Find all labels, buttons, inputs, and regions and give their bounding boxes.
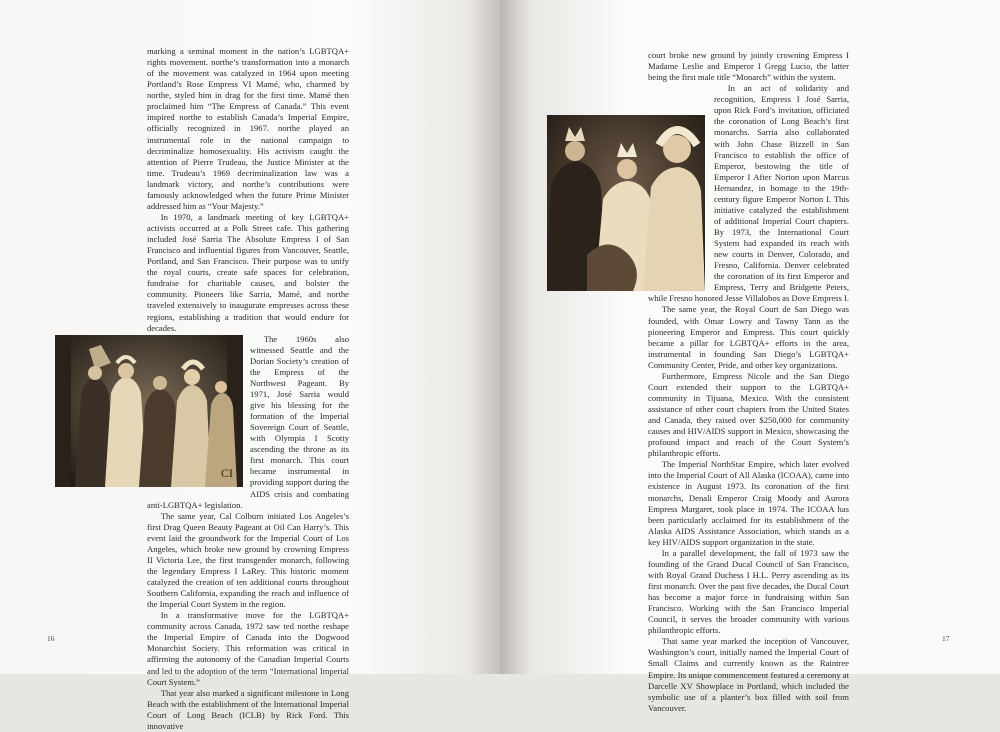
paragraph: The same year, Cal Colburn initiated Los Angeles’s first Drag Queen Beauty Pageant at Oil Can Harry’s. This event laid the groundwork for the Imperial Court of Los Angeles, which broke new ground by crowning Empress II Victoria Lee, the first transgender monarch, following the legendary Empress I LaRey. This historic moment catalyzed the creation of ten additional courts throughout Southern California, expanding the reach and influence of the Imperial Court System in the region. xyxy=(147,510,349,610)
paragraph: court broke new ground by jointly crowning Empress I Madame Leslie and Emperor I Gregg Lucio, the latter being the first male title “Monarch” within the system. xyxy=(648,50,849,83)
right-page xyxy=(500,0,1000,713)
left-page xyxy=(0,0,500,731)
vintage-photo-icon xyxy=(55,335,243,487)
left-page-text xyxy=(147,46,349,732)
paragraph: marking a seminal moment in the nation’s LGBTQA+ rights movement. northe’s transformation into a monarch of the movement was catalyzed in 1964 upon meeting Portland’s Rose Empress VI Mamé, who, charmed by northe, styled him in drag for the first time. Mamé then proclaimed him “The Empress of Canada.” This event inspired northe to establish Canada’s Imperial Empire, officially recognized in 1967. northe played an instrumental role in the national campaign to decriminalize homosexuality. His activism caught the attention of Pierre Trudeau, the Justice Minister at the time. Trudeau’s 1969 decriminalization law was a landmark victory, and northe’s contributions were famously acknowledged when the future Prime Minister addressed him as “Your Majesty.” xyxy=(147,46,349,211)
paragraph: The same year, the Royal Court de San Diego was founded, with Omar Lowry and Tawny Tann as the pioneering Emperor and Empress. This court quickly became a pillar for LGBTQA+ efforts in the area, instrumental in founding San Diego’s LGBTQA+ Community Center, Pride, and other key organizations. xyxy=(648,304,849,370)
svg-text:CI: CI xyxy=(221,465,233,480)
paragraph: In an act of solidarity and recognition, Empress I José Sarria, upon Rick Ford’s invitation, officiated the coronation of Long Beach’s first monarchs. Sarria also collaborated with John Chase Bizzell in San Francisco to establish the office of Emperor, bestowing the title of Emperor I After Norton upon Marcus Hernandez, in homage to the 19th-century figure Emperor Norton I. This initiative catalyzed the establishment of additional Imperial Court chapters. By 1973, the International Court System had expanded its reach with new courts in Denver, Colorado, and Fresno, California. Denver celebrated the coronation of its first Emperor and Empress, Terry and Bridgette Peters, while Fresno honored Jesse Villalobos as Dove Empress I. xyxy=(648,83,850,304)
right-page-text xyxy=(648,50,849,714)
photo-court-gala-group xyxy=(55,335,243,487)
paragraph: The Imperial NorthStar Empire, which later evolved into the Imperial Court of All Alaska (ICOAA), came into existence in August 1973. Its coronation of the first monarchs, Denali Emperor Craig Moody and Aurora Empress Margaret, took place in 1974. The ICOAA has been particularly acclaimed for its establishment of the Alaska AIDS Assistance Association, which stands as a key HIV/AIDS support organization in the state. xyxy=(648,459,849,547)
photo-coronation-portrait xyxy=(547,115,705,291)
paragraph: That year also marked a significant milestone in Long Beach with the establishment of the International Imperial Court of Long Beach (ICLB) by Rick Ford. This innovative xyxy=(147,687,349,731)
vintage-photo-icon xyxy=(547,115,705,291)
page-number: 16 xyxy=(47,634,55,643)
paragraph: In a parallel development, the fall of 1973 saw the founding of the Grand Ducal Council of San Francisco, with Royal Grand Duchess I H.L. Perry ascending as its first monarch. Over the past five decades, the Ducal Court has become a major force in fundraising within San Francisco. Working with the San Francisco Imperial Council, it serves the broader community with various philanthropic efforts. xyxy=(648,547,849,636)
paragraph: That same year marked the inception of Vancouver, Washington’s court, initially named the Imperial Court of Small Claims and currently known as the Raintree Empire. Its unique commencement featured a ceremony at Darcelle XV Showplace in Portland, which included the symbolic use of a planter’s box filled with soil from Vancouver. xyxy=(648,636,849,713)
paragraph: In a transformative move for the LGBTQA+ community across Canada, 1972 saw ted northe reshape the Imperial Empire of Canada into the Dogwood Monarchist Society. This reformation was critical in affirming the autonomy of the Canadian Imperial Courts and led to the adoption of the term “International Imperial Court System.” xyxy=(147,610,349,687)
paragraph: The 1960s also witnessed Seattle and the Dorian Society’s creation of the Empress of the Northwest Pageant. By 1971, José Sarria would give his blessing for the formation of the Imperial Sovereign Court of Seattle, with Olympia I Scotty ascending the throne as its first monarch. This court became instrumental in providing support during the AIDS crisis and combating anti-LGBTQA+ legislation. xyxy=(147,333,349,510)
paragraph: Furthermore, Empress Nicole and the San Diego Court extended their support to the LGBTQA+ community in Tijuana, Mexico. With the consistent assistance of other court chapters from the United States and Canada, they raised over $250,000 for community causes and HIV/AIDS support in Mexico, showcasing the profound impact and reach of the Court System’s philanthropic efforts. xyxy=(648,370,849,459)
paragraph: In 1970, a landmark meeting of key LGBTQA+ activists occurred at a Polk Street cafe. This gathering included José Sarria The Absolute Empress I of San Francisco and influential figures from Vancouver, Seattle, Portland, and San Francisco. Their purpose was to unify the royal courts, create safe spaces for celebration, fundraise for charitable causes, and bolster the community. Pioneers like Sarria, Mamé, and northe traveled extensively to inaugurate empresses across these regions, establishing a tradition that would endure for decades. xyxy=(147,211,349,333)
page-number: 17 xyxy=(942,634,950,643)
